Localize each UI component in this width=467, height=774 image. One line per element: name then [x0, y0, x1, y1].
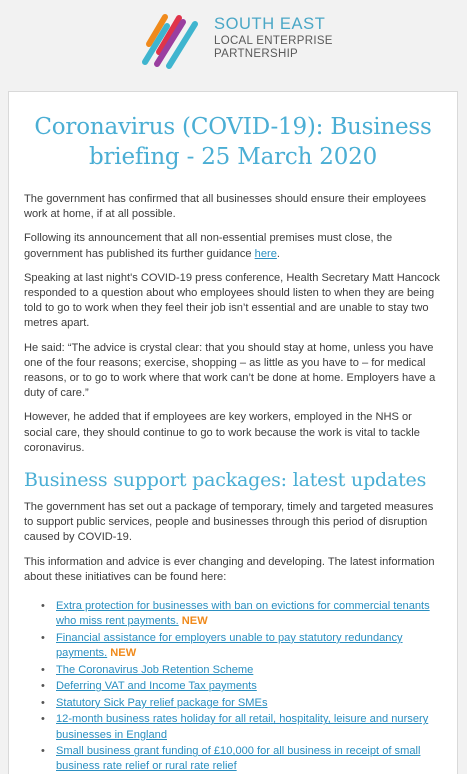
paragraph-4: He said: “The advice is crystal clear: that you should stay at home, unless you have one of the four reasons; exercise, shopping – as little as you have to – for medical reasons, or to go to work where that work can’t be done at home. Employers have a duty of care.”: [24, 341, 436, 400]
paragraph-3: Speaking at last night's COVID-19 press conference, Health Secretary Matt Hancock responded to a question about who employees should listen to when they are being told to go to work when they feel their job isn’t essential and are unable to stay two metres apart.: [24, 271, 440, 330]
logo-text: [214, 16, 333, 61]
paragraph-2: [24, 231, 442, 261]
guidance-link[interactable]: here: [254, 247, 277, 260]
new-badge: NEW: [181, 615, 208, 628]
logo-line1: SOUTH EAST: [214, 15, 326, 33]
paragraph-2-end: .: [276, 247, 280, 260]
logo-line3: PARTNERSHIP: [214, 48, 299, 60]
list-item: [56, 679, 442, 694]
section-title: Business support packages: latest updates: [24, 469, 427, 492]
update-link-sick-pay[interactable]: Statutory Sick Pay relief package for SMEs: [56, 696, 268, 709]
list-item: [56, 599, 442, 629]
paragraph-1: The government has confirmed that all businesses should ensure their employees work at home, if at all possible.: [24, 193, 427, 221]
updates-list: [24, 599, 442, 774]
paragraph-6: The government has set out a package of temporary, timely and targeted measures to support public services, people and businesses through this period of disruption caused by COVID-19.: [24, 501, 434, 544]
paragraph-2-text: Following its announcement that all non-essential premises must close, the government has published its further guidance: [24, 232, 393, 260]
logo-icon: [139, 12, 203, 70]
header: [0, 0, 467, 86]
logo-line2: LOCAL ENTERPRISE: [214, 34, 333, 47]
update-link-rates-holiday[interactable]: 12-month business rates holiday for all retail, hospitality, leisure and nursery businesses in England: [56, 713, 429, 741]
paragraph-5: However, he added that if employees are key workers, employed in the NHS or social care, they should continue to go to work because the work is vital to tackle coronavirus.: [24, 411, 420, 454]
article-card: [8, 91, 458, 774]
article-title: Coronavirus (COVID-19): Business briefing - 25 March 2020: [34, 114, 432, 170]
update-link-evictions[interactable]: Extra protection for businesses with ban on evictions for commercial tenants who miss rent payments.: [56, 600, 430, 628]
new-badge: NEW: [110, 647, 137, 660]
list-item: [56, 663, 442, 678]
update-link-redundancy[interactable]: Financial assistance for employers unable to pay statutory redundancy payments.: [56, 631, 403, 660]
update-link-grant-funding[interactable]: Small business grant funding of £10,000 for all business in receipt of small business rate relief or rural rate relief: [56, 745, 421, 773]
list-item: [56, 631, 442, 661]
update-link-job-retention[interactable]: The Coronavirus Job Retention Scheme: [56, 663, 254, 676]
list-item: [56, 696, 442, 711]
list-item: [56, 744, 442, 774]
list-item: [56, 712, 442, 742]
paragraph-7: This information and advice is ever changing and developing. The latest information about these initiatives can be found here:: [24, 555, 435, 583]
update-link-vat[interactable]: Deferring VAT and Income Tax payments: [56, 680, 257, 693]
